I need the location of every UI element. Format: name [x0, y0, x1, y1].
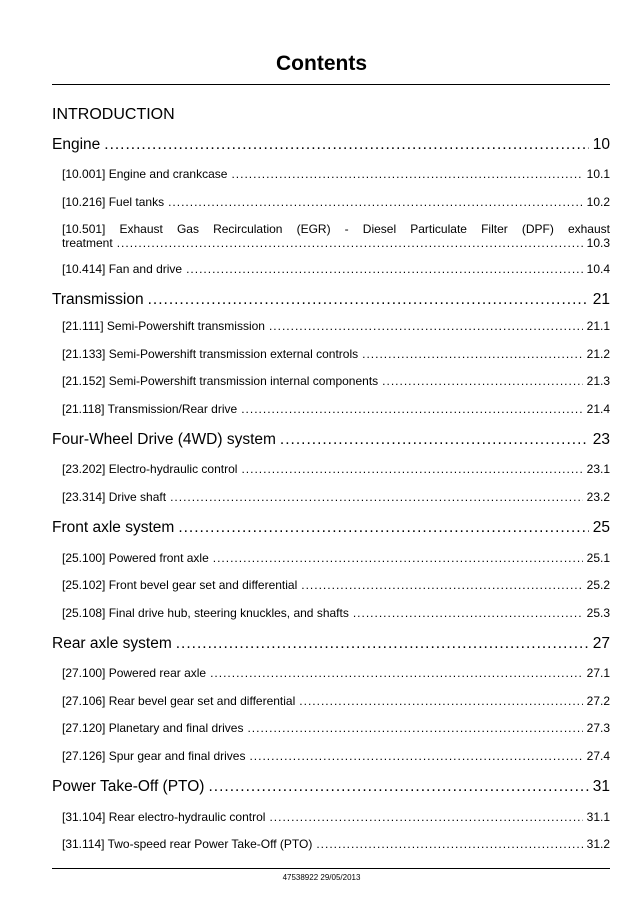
top-rule	[52, 84, 610, 85]
toc-section-25-102[interactable]	[62, 578, 610, 592]
toc-section-label: [10.001] Engine and crankcase	[62, 167, 228, 181]
page-footer: 47538922 29/05/2013	[282, 873, 361, 882]
toc-section-number: 21.3	[586, 374, 610, 388]
toc-section-label: [21.133] Semi-Powershift transmission external controls	[62, 347, 359, 361]
toc-chapter-label: Four-Wheel Drive (4WD) system	[52, 431, 276, 448]
toc-section-10-414[interactable]	[62, 262, 610, 276]
toc-section-label: [10.216] Fuel tanks	[62, 195, 165, 209]
toc-chapter-label: Power Take-Off (PTO)	[52, 778, 205, 795]
toc-section-number: 21.2	[586, 347, 610, 361]
toc-chapter-power-take-off[interactable]	[52, 778, 610, 796]
toc-section-label: [31.104] Rear electro-hydraulic control	[62, 810, 266, 824]
toc-section-31-114[interactable]	[62, 837, 610, 851]
toc-section-27-100[interactable]	[62, 666, 610, 680]
toc-section-21-133[interactable]	[62, 347, 610, 361]
leader-dots	[176, 635, 589, 653]
toc-chapter-number: 10	[592, 136, 610, 153]
leader-dots	[299, 694, 582, 708]
leader-dots	[208, 778, 588, 796]
toc-section-label: [23.314] Drive shaft	[62, 490, 167, 504]
leader-dots	[231, 167, 582, 181]
toc-section-label: [31.114] Two-speed rear Power Take-Off (PTO)	[62, 837, 313, 851]
leader-dots	[213, 551, 583, 565]
toc-section-label: [27.106] Rear bevel gear set and differential	[62, 694, 296, 708]
bottom-rule	[52, 868, 610, 869]
leader-dots	[353, 606, 583, 620]
toc-section-label: [25.100] Powered front axle	[62, 551, 209, 565]
toc-section-label-cont: treatment	[62, 236, 113, 250]
toc-chapter-number: 25	[592, 519, 610, 536]
toc-section-number: 27.4	[586, 749, 610, 763]
toc-section-number: 27.3	[586, 721, 610, 735]
toc-chapter-label: Engine	[52, 136, 101, 153]
toc-chapter-number: 23	[592, 431, 610, 448]
leader-dots	[117, 236, 583, 250]
toc-section-label: [21.111] Semi-Powershift transmission	[62, 319, 265, 333]
leader-dots	[148, 291, 589, 309]
leader-dots	[104, 136, 588, 154]
toc-section-number: 10.4	[586, 262, 610, 276]
toc-section-10-501[interactable]	[62, 222, 610, 250]
toc-chapter-four-wheel-drive[interactable]	[52, 431, 610, 449]
toc-section-number: 25.2	[586, 578, 610, 592]
leader-dots	[249, 749, 582, 763]
toc-section-number: 23.2	[586, 490, 610, 504]
toc-section-number: 23.1	[586, 462, 610, 476]
toc-section-label: [27.120] Planetary and final drives	[62, 721, 244, 735]
toc-section-21-111[interactable]	[62, 319, 610, 333]
leader-dots	[241, 462, 582, 476]
toc-section-number: 21.1	[586, 319, 610, 333]
toc-chapter-label: Rear axle system	[52, 635, 172, 652]
toc-section-23-314[interactable]	[62, 490, 610, 504]
toc-chapter-number: 21	[592, 291, 610, 308]
toc-section-label: [25.108] Final drive hub, steering knuckles, and shafts	[62, 606, 349, 620]
toc-section-27-126[interactable]	[62, 749, 610, 763]
toc-section-label: [21.152] Semi-Powershift transmission internal components	[62, 374, 379, 388]
leader-dots	[178, 519, 588, 537]
leader-dots	[168, 195, 583, 209]
leader-dots	[247, 721, 582, 735]
toc-section-label: [21.118] Transmission/Rear drive	[62, 402, 238, 416]
leader-dots	[241, 402, 582, 416]
toc-section-label: [27.126] Spur gear and final drives	[62, 749, 246, 763]
introduction-heading: INTRODUCTION	[52, 106, 175, 123]
toc-chapter-rear-axle[interactable]	[52, 635, 610, 653]
toc-chapter-number: 31	[592, 778, 610, 795]
leader-dots	[269, 319, 583, 333]
toc-section-number: 31.2	[586, 837, 610, 851]
leader-dots	[280, 431, 589, 449]
toc-section-21-152[interactable]	[62, 374, 610, 388]
toc-section-number: 21.4	[586, 402, 610, 416]
toc-section-10-001[interactable]	[62, 167, 610, 181]
toc-section-number: 27.2	[586, 694, 610, 708]
toc-section-number: 25.1	[586, 551, 610, 565]
toc-section-27-106[interactable]	[62, 694, 610, 708]
toc-section-31-104[interactable]	[62, 810, 610, 824]
toc-section-label: [10.414] Fan and drive	[62, 262, 183, 276]
toc-section-label: [27.100] Powered rear axle	[62, 666, 207, 680]
leader-dots	[362, 347, 583, 361]
toc-section-25-100[interactable]	[62, 551, 610, 565]
toc-chapter-label: Transmission	[52, 291, 144, 308]
toc-section-27-120[interactable]	[62, 721, 610, 735]
toc-section-number: 25.3	[586, 606, 610, 620]
toc-section-23-202[interactable]	[62, 462, 610, 476]
leader-dots	[170, 490, 583, 504]
toc-section-label: [25.102] Front bevel gear set and differential	[62, 578, 298, 592]
toc-chapter-front-axle[interactable]	[52, 519, 610, 537]
toc-section-continuation	[62, 236, 610, 250]
toc-section-25-108[interactable]	[62, 606, 610, 620]
toc-section-21-118[interactable]	[62, 402, 610, 416]
toc-chapter-engine[interactable]	[52, 136, 610, 154]
leader-dots	[301, 578, 582, 592]
toc-section-number: 27.1	[586, 666, 610, 680]
page-title: Contents	[276, 52, 367, 75]
toc-section-10-216[interactable]	[62, 195, 610, 209]
toc-section-label: [10.501] Exhaust Gas Recirculation (EGR) - Diesel Particulate Filter (DPF) exhaust	[62, 222, 610, 236]
toc-section-label: [23.202] Electro-hydraulic control	[62, 462, 238, 476]
toc-section-number: 10.3	[586, 236, 610, 250]
toc-section-number: 10.2	[586, 195, 610, 209]
toc-chapter-label: Front axle system	[52, 519, 175, 536]
toc-section-number: 10.1	[586, 167, 610, 181]
leader-dots	[269, 810, 582, 824]
toc-chapter-number: 27	[592, 635, 610, 652]
toc-section-number: 31.1	[586, 810, 610, 824]
toc-chapter-transmission[interactable]	[52, 291, 610, 309]
leader-dots	[316, 837, 582, 851]
leader-dots	[186, 262, 583, 276]
leader-dots	[382, 374, 582, 388]
leader-dots	[210, 666, 583, 680]
